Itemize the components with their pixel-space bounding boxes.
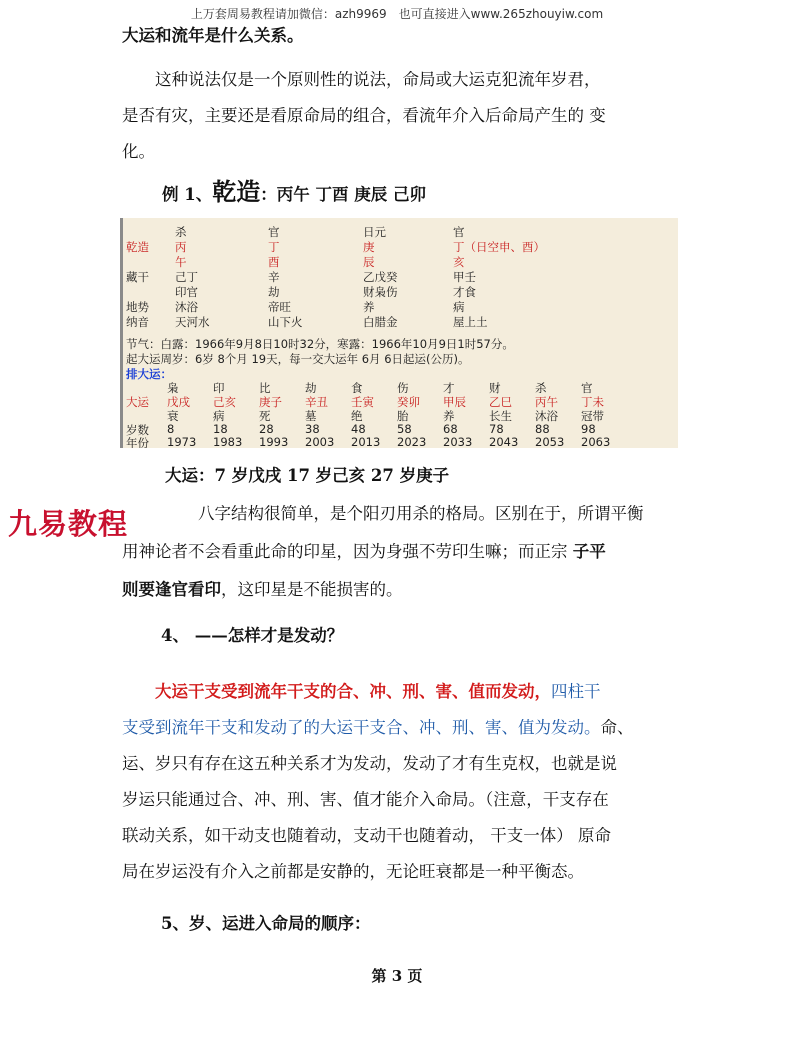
chart-label: 年份: [126, 436, 149, 448]
heading-4: 4、 ——怎样才是发动？: [128, 626, 344, 645]
nianfen-cell: 2063: [581, 435, 611, 448]
shishen-cell: 比: [259, 381, 271, 395]
suishu-cell: 8: [167, 422, 175, 436]
shishen-cell: 食: [351, 381, 363, 395]
para3-line: [122, 678, 601, 702]
example-rest: ：丙午 丁酉 庚辰 己卯: [260, 185, 426, 204]
chart-cell: 辛: [268, 270, 280, 284]
changsheng-cell: 胎: [397, 409, 409, 423]
nianfen-cell: 1973: [167, 435, 197, 448]
chart-cell: 病: [453, 300, 465, 314]
page-header: 上万套周易教程请加微信：azh9969 也可直接进入www.265zhouyiw.com: [190, 7, 604, 21]
suishu-cell: 58: [397, 422, 412, 436]
suishu-cell: 88: [535, 422, 550, 436]
chart-cell: 杀: [175, 225, 187, 239]
para3-line: [122, 714, 634, 738]
para3-line: 联动关系，如干动支也随着动，支动干也随着动， 干支一体） 原命: [122, 826, 611, 845]
chart-cell: 辰: [363, 255, 375, 269]
chart-cell: 己丁: [175, 270, 198, 284]
dayun-cell: 丁未: [581, 395, 604, 409]
changsheng-cell: 长生: [489, 409, 512, 423]
nianfen-cell: 1993: [259, 435, 289, 448]
shishen-cell: 伤: [397, 381, 409, 395]
example-line: [162, 172, 426, 207]
chart-label: 藏干: [126, 270, 149, 284]
para3-line: 局在岁运没有介入之前都是安静的，无论旺衰都是一种平衡态。: [122, 862, 584, 881]
para2-text: 用神论者不会看重此命的印星，因为身强不劳印生嘛；而正宗: [122, 542, 573, 561]
chart-cell: 白腊金: [363, 315, 398, 329]
para3-text: 命、: [600, 718, 634, 737]
chart-cell: 丁（日空申、酉）: [453, 240, 545, 254]
dayun-cell: 甲辰: [443, 395, 466, 409]
chart-cell: 才食: [453, 285, 476, 299]
nianfen-cell: 2043: [489, 435, 519, 448]
chart-qiyun: 起大运周岁：6岁 8个月 19天，每一交大运年 6月 6日起运(公历)。: [126, 352, 470, 366]
shishen-cell: 杀: [535, 381, 547, 395]
chart-cell: 午: [175, 255, 187, 269]
chart-cell: 帝旺: [268, 300, 291, 314]
chart-label: 乾造: [126, 240, 149, 254]
suishu-cell: 18: [213, 422, 228, 436]
chart-cell: 酉: [268, 255, 280, 269]
page-number: 第 3 页: [371, 967, 423, 985]
suishu-cell: 38: [305, 422, 320, 436]
shishen-cell: 官: [581, 381, 593, 395]
heading-5: 5、岁、运进入命局的顺序：: [128, 914, 371, 933]
changsheng-cell: 绝: [351, 409, 363, 423]
suishu-cell: 28: [259, 422, 274, 436]
para1-line: 化。: [122, 142, 155, 161]
shishen-cell: 劫: [305, 381, 317, 395]
changsheng-cell: 养: [443, 409, 455, 423]
dayun-cell: 庚子: [259, 395, 282, 409]
para2-line: [122, 538, 606, 562]
nianfen-cell: 2003: [305, 435, 335, 448]
nianfen-cell: 2013: [351, 435, 381, 448]
section-title: 大运和流年是什么关系。: [122, 26, 304, 45]
suishu-cell: 68: [443, 422, 458, 436]
changsheng-cell: 死: [259, 409, 271, 423]
example-prefix: 例 1、: [162, 185, 213, 204]
dayun-line: 大运：7 岁戊戌 17 岁己亥 27 岁庚子: [165, 466, 450, 485]
dayun-cell: 壬寅: [351, 395, 374, 409]
shishen-cell: 财: [489, 381, 501, 395]
chart-cell: 官: [268, 225, 280, 239]
chart-cell: 甲壬: [453, 270, 476, 284]
chart-cell: 天河水: [175, 315, 210, 329]
dayun-cell: 癸卯: [397, 395, 420, 409]
para2-bold: 则要逢官看印: [122, 580, 221, 599]
chart-label: 纳音: [126, 315, 149, 329]
chart-jieqi: 节气：白露：1966年9月8日10时32分，寒露：1966年10月9日1时57分。: [126, 337, 514, 351]
para2-line: [122, 576, 403, 600]
chart-cell: 沐浴: [175, 300, 198, 314]
chart-cell: 丁: [268, 240, 280, 254]
para3-blue: 四柱干: [551, 682, 601, 701]
para3-line: 岁运只能通过合、冲、刑、害、值才能介入命局。（注意，干支存在: [122, 790, 609, 809]
chart-label: 地势: [126, 300, 149, 314]
chart-cell: 养: [363, 300, 375, 314]
chart-pai-label: 排大运：: [126, 367, 172, 381]
dayun-cell: 戊戌: [167, 395, 190, 409]
dayun-cell: 丙午: [535, 395, 558, 409]
chart-cell: 财枭伤: [363, 285, 398, 299]
chart-cell: 日元: [363, 225, 386, 239]
changsheng-cell: 墓: [305, 409, 317, 423]
para3-line: 运、岁只有存在这五种关系才为发动，发动了才有生克权，也就是说: [122, 754, 617, 773]
para2-line: 八字结构很简单，是个阳刃用杀的格局。区别在于，所谓平衡: [165, 504, 644, 523]
para2-bold: 子平: [572, 542, 606, 561]
nianfen-cell: 2053: [535, 435, 565, 448]
chart-cell: 丙: [175, 240, 187, 254]
nianfen-cell: 2033: [443, 435, 473, 448]
nianfen-cell: 2023: [397, 435, 427, 448]
chart-cell: 山下火: [268, 315, 303, 329]
dayun-cell: 辛丑: [305, 395, 328, 409]
shishen-cell: 印: [213, 381, 225, 395]
shishen-cell: 枭: [167, 381, 179, 395]
changsheng-cell: 病: [213, 409, 225, 423]
para3-blue: 支受到流年干支和发动了的大运干支合、冲、刑、害、值为发动。: [122, 718, 601, 737]
chart-label: 岁数: [126, 423, 149, 437]
dayun-cell: 己亥: [213, 395, 236, 409]
chart-label: 大运: [126, 395, 149, 409]
changsheng-cell: 衰: [167, 409, 179, 423]
shishen-cell: 才: [443, 381, 455, 395]
para1-line: 这种说法仅是一个原则性的说法，命局或大运克犯流年岁君，: [122, 70, 601, 89]
chart-cell: 官: [453, 225, 465, 239]
chart-cell: 屋上土: [453, 315, 488, 329]
example-big: 乾造: [212, 177, 261, 206]
chart-cell: 庚: [363, 240, 375, 254]
suishu-cell: 48: [351, 422, 366, 436]
suishu-cell: 78: [489, 422, 504, 436]
changsheng-cell: 沐浴: [535, 409, 558, 423]
nianfen-cell: 1983: [213, 435, 243, 448]
chart-cell: 乙戊癸: [363, 270, 398, 284]
bazi-chart-screenshot: [120, 218, 678, 448]
para3-red: 大运干支受到流年干支的合、冲、刑、害、值而发动，: [122, 682, 551, 701]
para2-text: ，这印星是不能损害的。: [221, 580, 403, 599]
chart-cell: 印官: [175, 285, 198, 299]
para1-line: 是否有灾，主要还是看原命局的组合，看流年介入后命局产生的 变: [122, 106, 606, 125]
chart-cell: 劫: [268, 285, 280, 299]
watermark-logo: 九易教程: [8, 507, 129, 541]
dayun-cell: 乙巳: [489, 395, 512, 409]
chart-cell: 亥: [453, 255, 465, 269]
suishu-cell: 98: [581, 422, 596, 436]
changsheng-cell: 冠带: [581, 409, 604, 423]
